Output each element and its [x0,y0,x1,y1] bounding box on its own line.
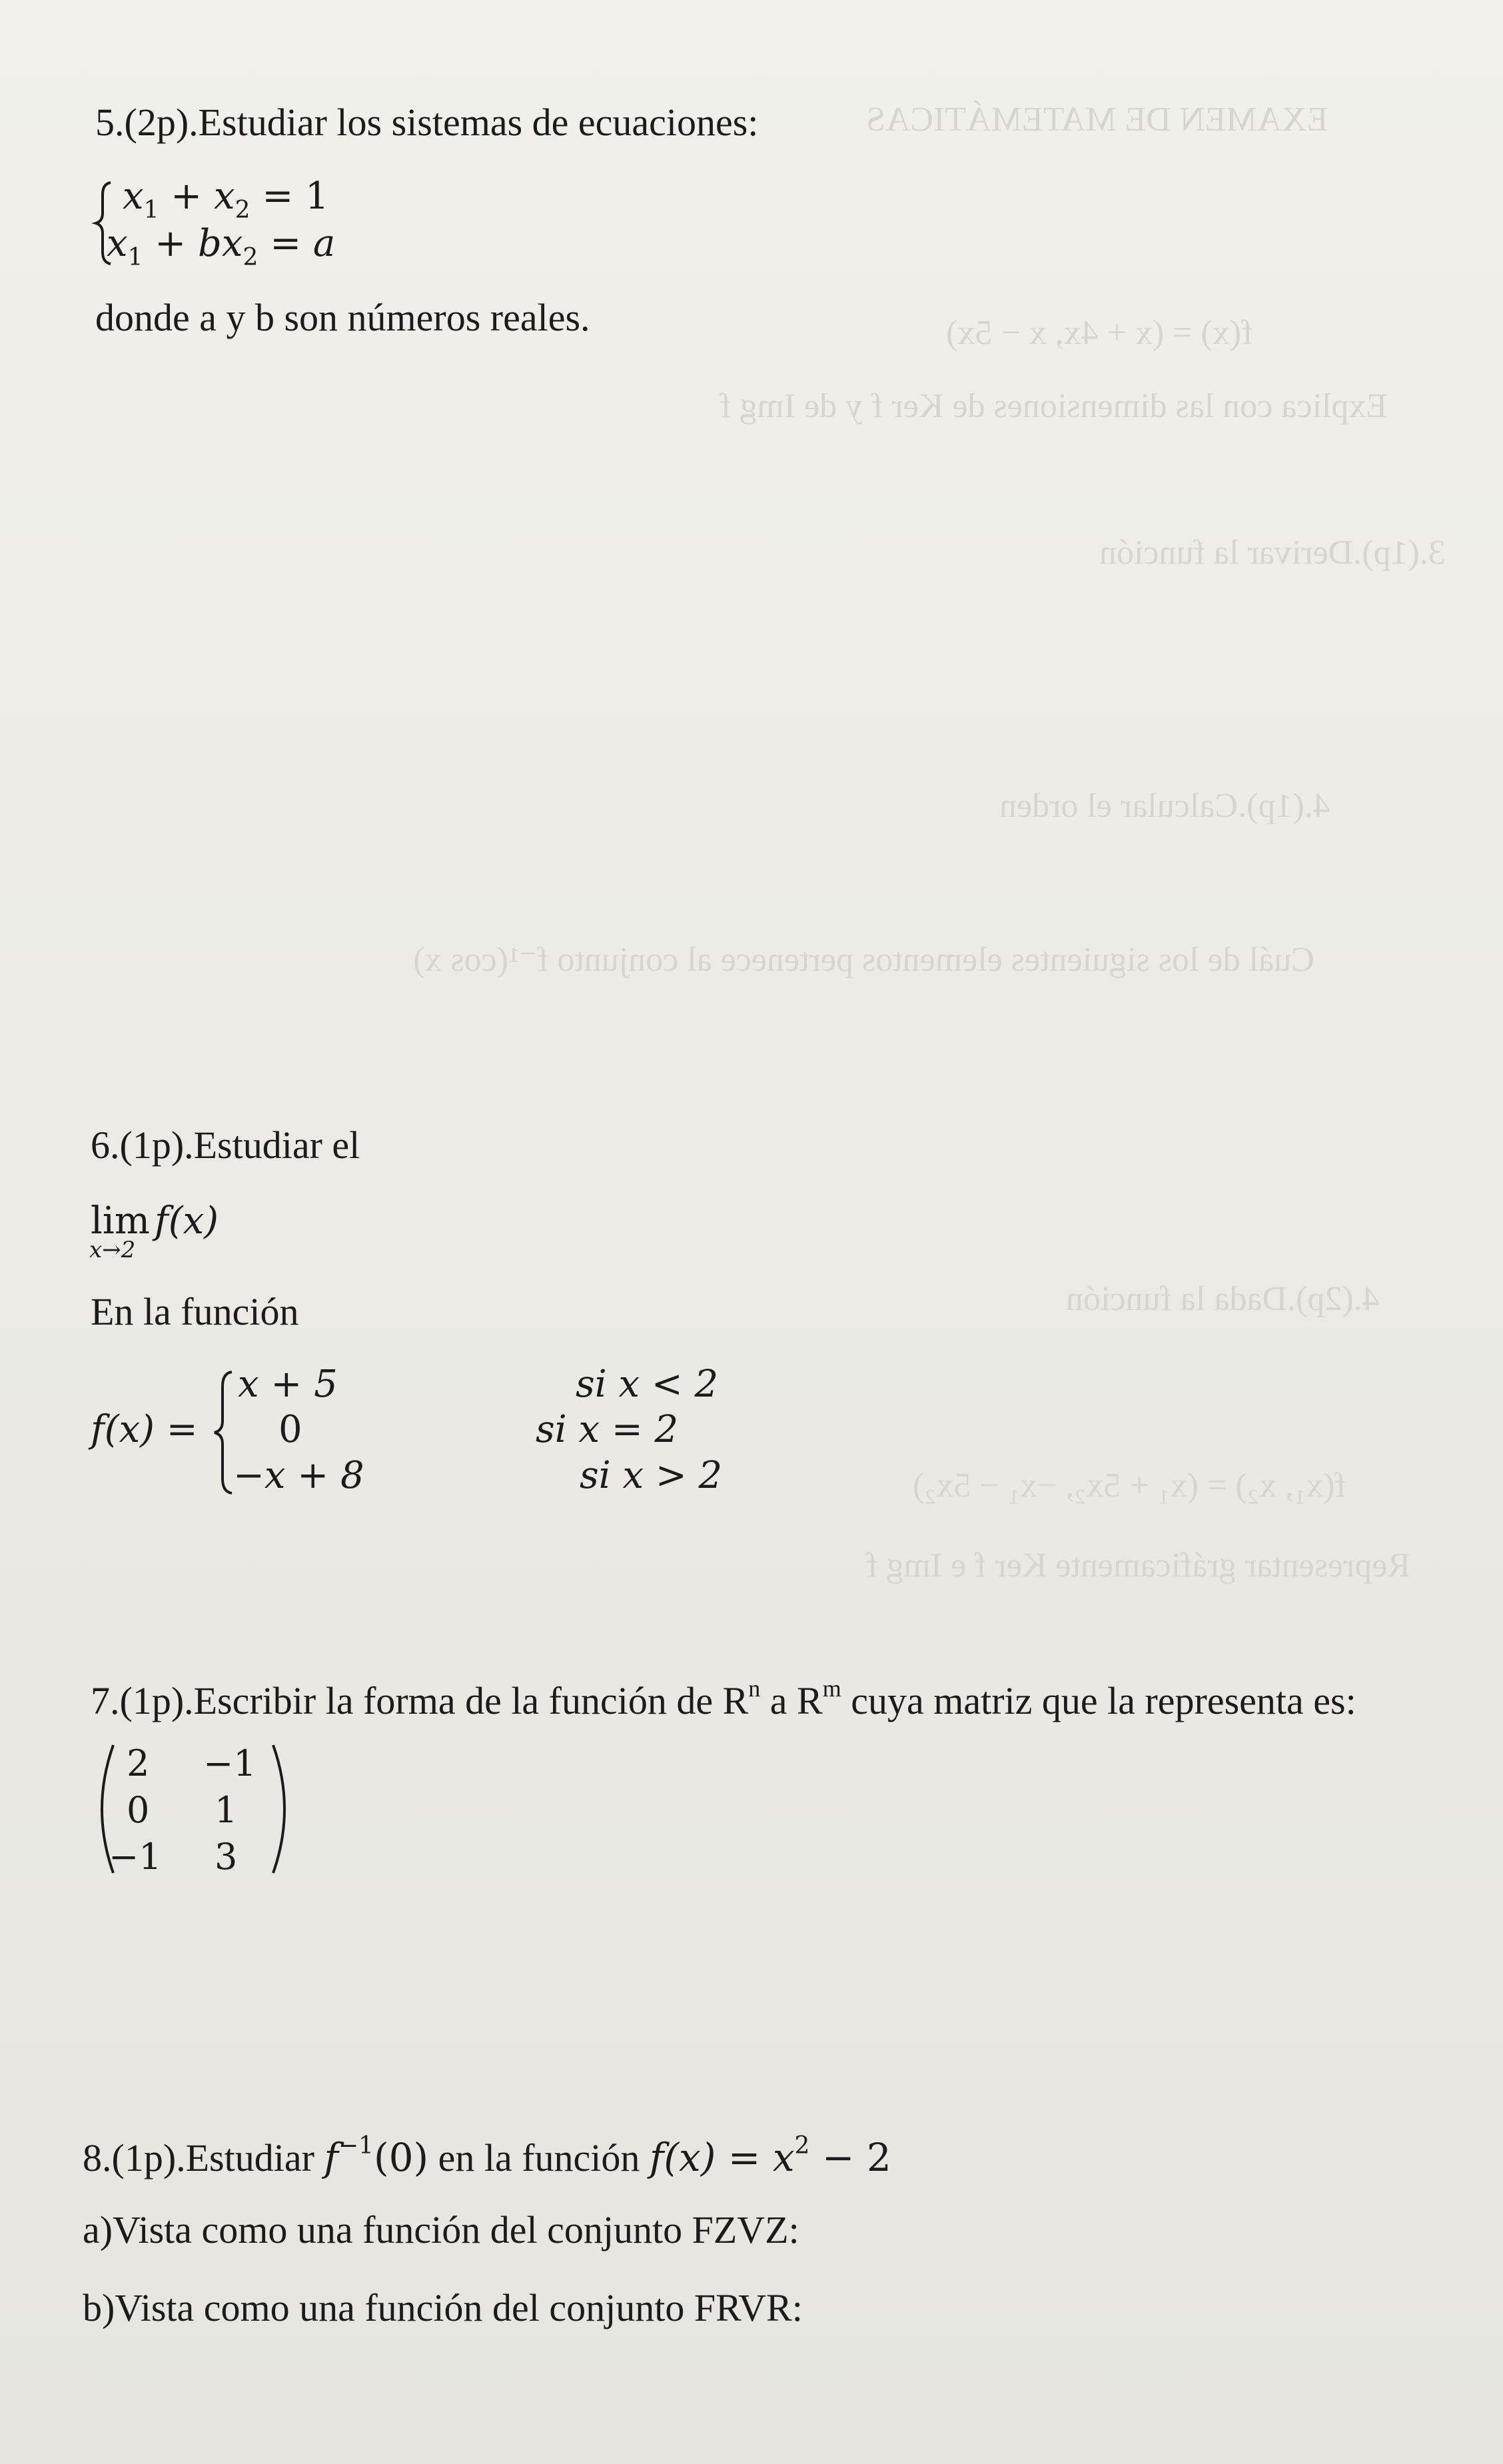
limit-subscript: x→2 [89,1237,136,1263]
matrix-cell-3-2: 3 [215,1836,238,1878]
piecewise-lhs: f(x) = [91,1408,198,1451]
limit-operator: lim [91,1199,150,1243]
case-2-condition: si x = 2 [536,1408,679,1451]
matrix-cell-2-2: 1 [215,1789,238,1831]
matrix-cell-1-2: −1 [203,1742,256,1784]
bleed-through-text: f(x) = (x + 4x, x − 5x) [946,314,1253,352]
equation-1: $x_1 + x_2 = 1$ [123,175,329,224]
bleed-through-text: f(x₁, x₂) = (x₁ + 5x₂, −x₁ − 5x₂) [913,1467,1346,1505]
matrix-cell-1-1: 2 [127,1742,150,1784]
question-7-heading: 7.(1p).Escribir la forma de la función de $R^n$ a $R^m$ cuya matriz que la representa es: [91,1675,1356,1722]
question-5-heading: 5.(2p).Estudiar los sistemas de ecuaciones: [95,101,759,144]
equation-2: $x_1 + bx_2 = a$ [107,222,336,271]
matrix-cell-3-1: −1 [109,1836,162,1878]
question-8-part-a: a)Vista como una función del conjunto FZVZ: [83,2208,799,2251]
question-5-note: donde a y b son números reales. [95,296,590,339]
bleed-through-text: Cuál de los siguientes elementos pertenece al conjunto f⁻¹(cos x) [413,941,1314,979]
bleed-through-text: 4.(2p).Dada la función [1066,1280,1380,1318]
question-6-intro: En la función [91,1290,299,1333]
case-2-expression: 0 [278,1408,302,1451]
question-8-part-b: b)Vista como una función del conjunto FRVR: [83,2286,803,2329]
bleed-through-text: EXAMEN DE MATEMÁTICAS [866,101,1328,139]
bleed-through-text: 4.(1p).Calcular el orden [999,787,1330,825]
limit-expression: f(x) [155,1199,219,1243]
case-1-expression: x + 5 [238,1363,338,1406]
case-3-expression: −x + 8 [233,1454,364,1497]
bleed-through-text: Representar gráficamente Ker f e Img f [866,1546,1411,1584]
case-3-condition: si x > 2 [580,1454,723,1497]
case-1-condition: si x < 2 [576,1363,719,1406]
bleed-through-text: 3.(1p).Derivar la función [1099,534,1446,572]
question-8-heading: 8.(1p).Estudiar $f^{-1}(0)$ en la función $f(x) = x^2 - 2$ [83,2132,891,2180]
matrix-cell-2-1: 0 [127,1789,150,1831]
bleed-through-text: Explica con las dimensiones de Ker f y de Img f [720,387,1388,425]
question-6-heading: 6.(1p).Estudiar el [91,1123,360,1167]
